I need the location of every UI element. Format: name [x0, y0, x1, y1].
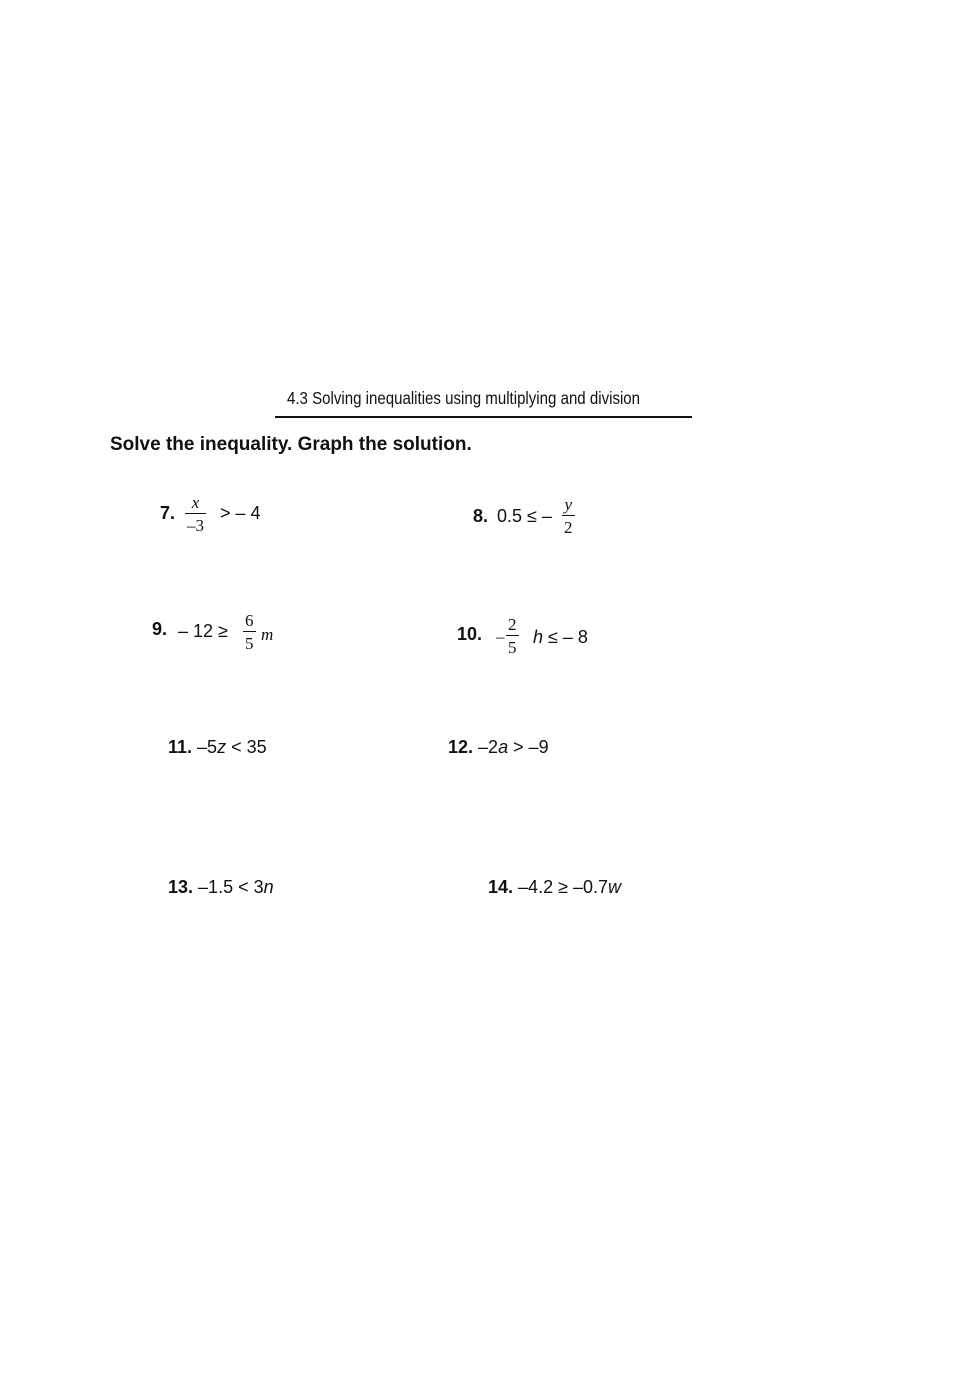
numerator: 2	[508, 615, 517, 634]
fraction	[243, 612, 256, 652]
numerator: 6	[245, 611, 254, 630]
expr-before: –2	[478, 737, 499, 757]
inequality-rest	[533, 628, 588, 646]
problem-number: 7.	[160, 503, 176, 523]
denominator: 5	[245, 634, 254, 654]
variable: m	[261, 625, 274, 644]
fraction	[562, 496, 575, 536]
expr-after: < 35	[226, 737, 267, 757]
inequality-left: – 12 ≥	[178, 621, 228, 641]
denominator: –3	[187, 516, 204, 536]
fraction	[506, 616, 519, 656]
problem-14	[488, 878, 621, 896]
expr-before: –4.2 ≥ –0.7	[518, 877, 608, 897]
fraction-bar	[185, 513, 206, 514]
fraction-bar	[562, 515, 575, 516]
negative-sign: –	[496, 627, 505, 646]
denominator: 5	[508, 638, 517, 658]
problem-number: 9.	[152, 619, 168, 639]
fraction-bar	[243, 631, 256, 632]
inequality-tail: ≤ – 8	[543, 627, 588, 647]
variable: n	[263, 877, 274, 897]
problem-12	[448, 738, 549, 756]
variable: w	[608, 877, 621, 897]
problem-number: 8.	[473, 506, 489, 526]
problem-number: 12.	[448, 737, 474, 757]
problem-number: 11.	[168, 737, 193, 757]
expr-after: > –9	[508, 737, 549, 757]
problem-number: 13.	[168, 877, 194, 897]
expr-before: –1.5 < 3	[198, 877, 264, 897]
denominator: 2	[564, 518, 573, 538]
problem-number: 10.	[457, 624, 483, 644]
variable: h	[533, 627, 544, 647]
inequality-rest: > – 4	[220, 503, 261, 523]
variable: z	[217, 737, 227, 757]
fraction	[185, 494, 206, 534]
problem-13	[168, 878, 274, 896]
inequality-left: 0.5 ≤ –	[497, 506, 552, 526]
expr-before: –5	[197, 737, 218, 757]
worksheet-title: 4.3 Solving inequalities using multiplying and division	[287, 388, 641, 408]
title-underline	[275, 416, 692, 418]
numerator: x	[191, 493, 200, 512]
numerator: y	[564, 495, 573, 514]
instructions: Solve the inequality. Graph the solution.	[110, 434, 472, 455]
problem-number: 14.	[488, 877, 514, 897]
fraction-bar	[506, 635, 519, 636]
problem-11	[168, 738, 267, 756]
variable: a	[498, 737, 509, 757]
